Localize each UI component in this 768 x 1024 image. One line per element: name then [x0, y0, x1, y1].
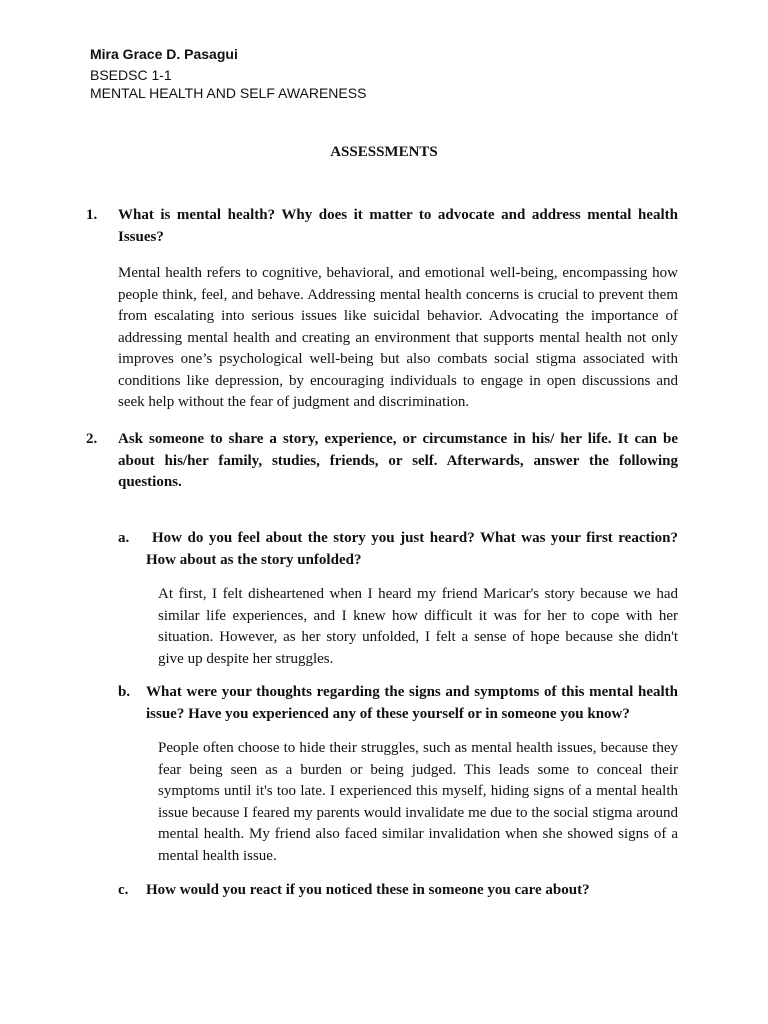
- author-name: Mira Grace D. Pasagui: [90, 46, 238, 62]
- question-1-text: What is mental health? Why does it matter to advocate and address mental health Issues?: [118, 207, 678, 245]
- subquestion-b-text: What were your thoughts regarding the signs and symptoms of this mental health issue? Have you experienced any of these yourself or in someone you know?: [146, 684, 678, 722]
- subquestion-a-text: How do you feel about the story you just heard? What was your first reaction? How about as the story unfolded?: [146, 530, 678, 568]
- question-1-answer: Mental health refers to cognitive, behavioral, and emotional well-being, encompassing how people think, feel, and behave. Addressing mental health concerns is crucial to prevent them from escalating into serious issues like suicidal behavior. Advocating the importance of addressing mental health and creating an environment that supports mental health not only improves one’s psychological well-being but also combats social stigma associated with conditions like depression, by encouraging individuals to engage in open discussions and seek help without the fear of judgment and discrimination.: [118, 265, 678, 410]
- document-title: ASSESSMENTS: [330, 144, 438, 160]
- question-1-number: 1.: [86, 207, 98, 223]
- question-2-text: Ask someone to share a story, experience, or circumstance in his/ her life. It can be about his/her family, studies, friends, or self. Afterwards, answer the following questions.: [118, 431, 678, 490]
- subject-title: MENTAL HEALTH AND SELF AWARENESS: [90, 85, 367, 101]
- question-2-number: 2.: [86, 431, 98, 447]
- course-section: BSEDSC 1-1: [90, 67, 172, 83]
- subquestion-c-text: How would you react if you noticed these in someone you care about?: [146, 882, 590, 898]
- subquestion-b-answer: People often choose to hide their struggles, such as mental health issues, because they fear being seen as a burden or being judged. This leads some to conceal their symptoms until it's too late. I experienced this myself, hiding signs of a mental health issue because I feared my parents would invalidate me due to the social stigma around mental health. My friend also faced similar invalidation when she showed signs of a mental health issue.: [158, 740, 678, 864]
- subquestion-b-letter: b.: [118, 684, 131, 700]
- subquestion-a-answer: At first, I felt disheartened when I heard my friend Maricar's story because we had similar life experiences, and I knew how difficult it was for her to cope with her situation. However, as her story unfolded, I felt a sense of hope because she didn't give up despite her struggles.: [158, 586, 678, 667]
- subquestion-c-letter: c.: [118, 882, 129, 898]
- subquestion-a-letter: a.: [118, 530, 130, 546]
